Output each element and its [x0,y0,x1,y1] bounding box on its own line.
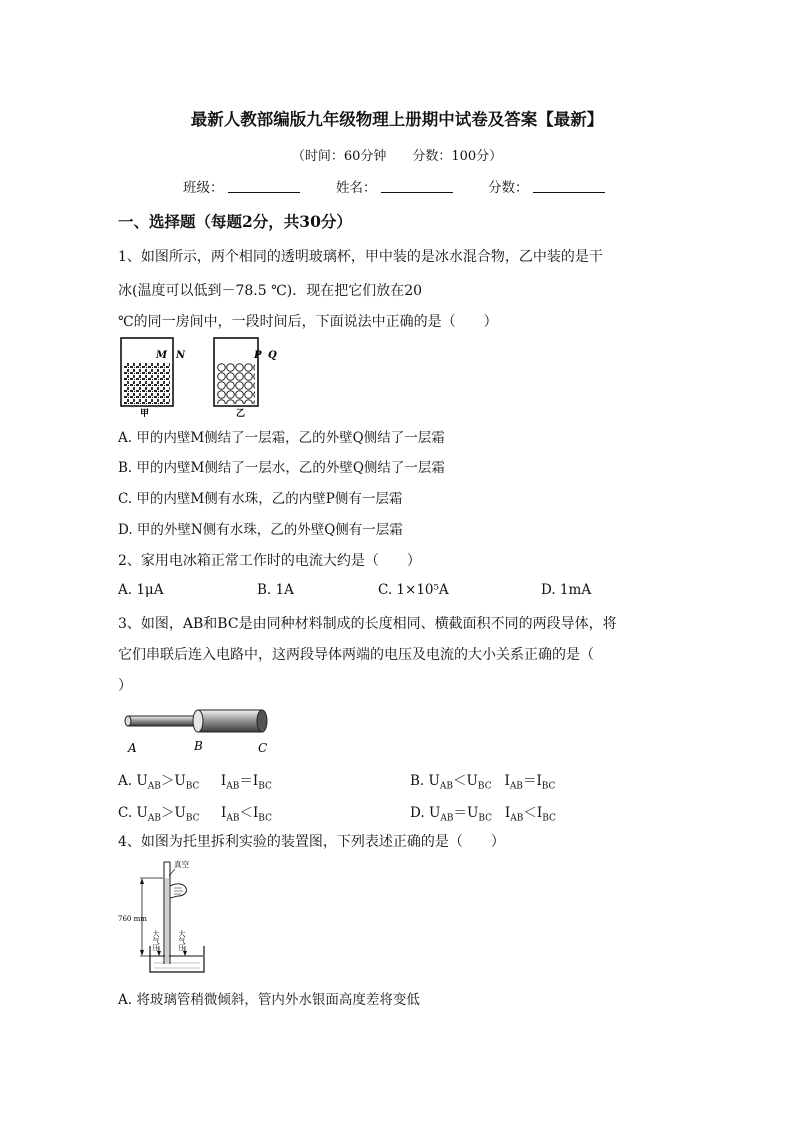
q1-line-2: 冰(温度可以低到－78.5 ℃)．现在把它们放在20 [118,283,423,299]
q2-option-c[interactable]: C. 1×10⁵A [378,582,449,598]
q1-option-a[interactable]: A. 甲的内壁M侧结了一层霜，乙的外壁Q侧结了一层霜 [118,430,445,446]
label-m: M [156,350,168,361]
q2-option-b[interactable]: B. 1A [257,582,294,598]
name-field [336,176,453,196]
score-field [488,176,605,196]
q3-option-c[interactable]: C. $U_{AB}>U_{BC}$ $I_{AB}<I_{BC}$ [118,805,272,824]
section-heading: 一、选择题（每题2分，共30分） [118,212,352,231]
class-field [183,176,300,196]
label-point-c: C [258,741,268,755]
q3-line-2: 它们串联后连入电路中，这两段导体两端的电压及电流的大小关系正确的是（ [118,647,594,663]
q1-line-1: 1、如图所示，两个相同的透明玻璃杯，甲中装的是冰水混合物，乙中装的是干 [118,249,603,265]
q1-line-3: ℃的同一房间中，一段时间后，下面说法中正确的是（ ） [118,314,498,330]
name-label: 姓名： [336,180,377,196]
class-label: 班级： [183,180,224,196]
q1-figure-cups [118,336,288,418]
page-title: 最新人教部编版九年级物理上册期中试卷及答案【最新】 [190,110,604,129]
q1-option-b[interactable]: B. 甲的内壁M侧结了一层水，乙的外壁Q侧结了一层霜 [118,460,445,476]
q3-line-3: ） [118,678,132,694]
q4-figure-torricelli [118,858,238,978]
q1-option-d[interactable]: D. 甲的外壁N侧有水珠，乙的外壁Q侧有一层霜 [118,522,403,538]
score-blank[interactable] [533,180,605,193]
conductor-bc [193,710,267,732]
label-jia: 甲 [140,409,150,418]
label-atm-left: 大气压 [152,930,160,951]
label-p: P [254,350,262,361]
q3-figure-conductor [118,706,278,758]
q2-option-d[interactable]: D. 1mA [541,582,592,598]
class-blank[interactable] [228,180,300,193]
label-point-b: B [194,739,203,753]
name-blank[interactable] [381,180,453,193]
cup-yi [214,338,258,406]
q1-option-c[interactable]: C. 甲的内壁M侧有水珠，乙的内壁P侧有一层霜 [118,491,403,507]
label-q: Q [268,350,277,361]
q3-option-b[interactable]: B. $U_{AB}<U_{BC}$ $I_{AB}=I_{BC}$ [410,773,556,792]
q4-stem: 4、如图为托里拆利实验的装置图，下列表述正确的是（ ） [118,834,505,850]
conductor-ab [125,716,200,726]
label-point-a: A [128,741,137,755]
label-yi: 乙 [236,409,246,418]
label-n: N [176,350,186,361]
exam-subtitle: （时间：60分钟 分数：100分） [291,149,503,164]
q3-option-d[interactable]: D. $U_{AB}=U_{BC}$ $I_{AB}<I_{BC}$ [410,805,556,824]
q2-option-a[interactable]: A. 1μA [118,582,164,598]
hand-icon [170,884,187,898]
q3-option-a[interactable]: A. $U_{AB}>U_{BC}$ $I_{AB}=I_{BC}$ [118,773,272,792]
cup-jia [121,338,173,406]
label-760mm: 760 mm [118,915,147,923]
label-atm-right: 大气压 [178,930,186,951]
score-label: 分数： [488,180,529,196]
glass-tube [164,862,170,964]
q4-option-a[interactable]: A. 将玻璃管稍微倾斜，管内外水银面高度差将变低 [118,992,420,1008]
q2-stem: 2、家用电冰箱正常工作时的电流大约是（ ） [118,553,421,569]
label-vacuum: 真空 [174,860,189,869]
q3-line-1: 3、如图，AB和BC是由同种材料制成的长度相同、横截面积不同的两段导体，将 [118,616,617,632]
